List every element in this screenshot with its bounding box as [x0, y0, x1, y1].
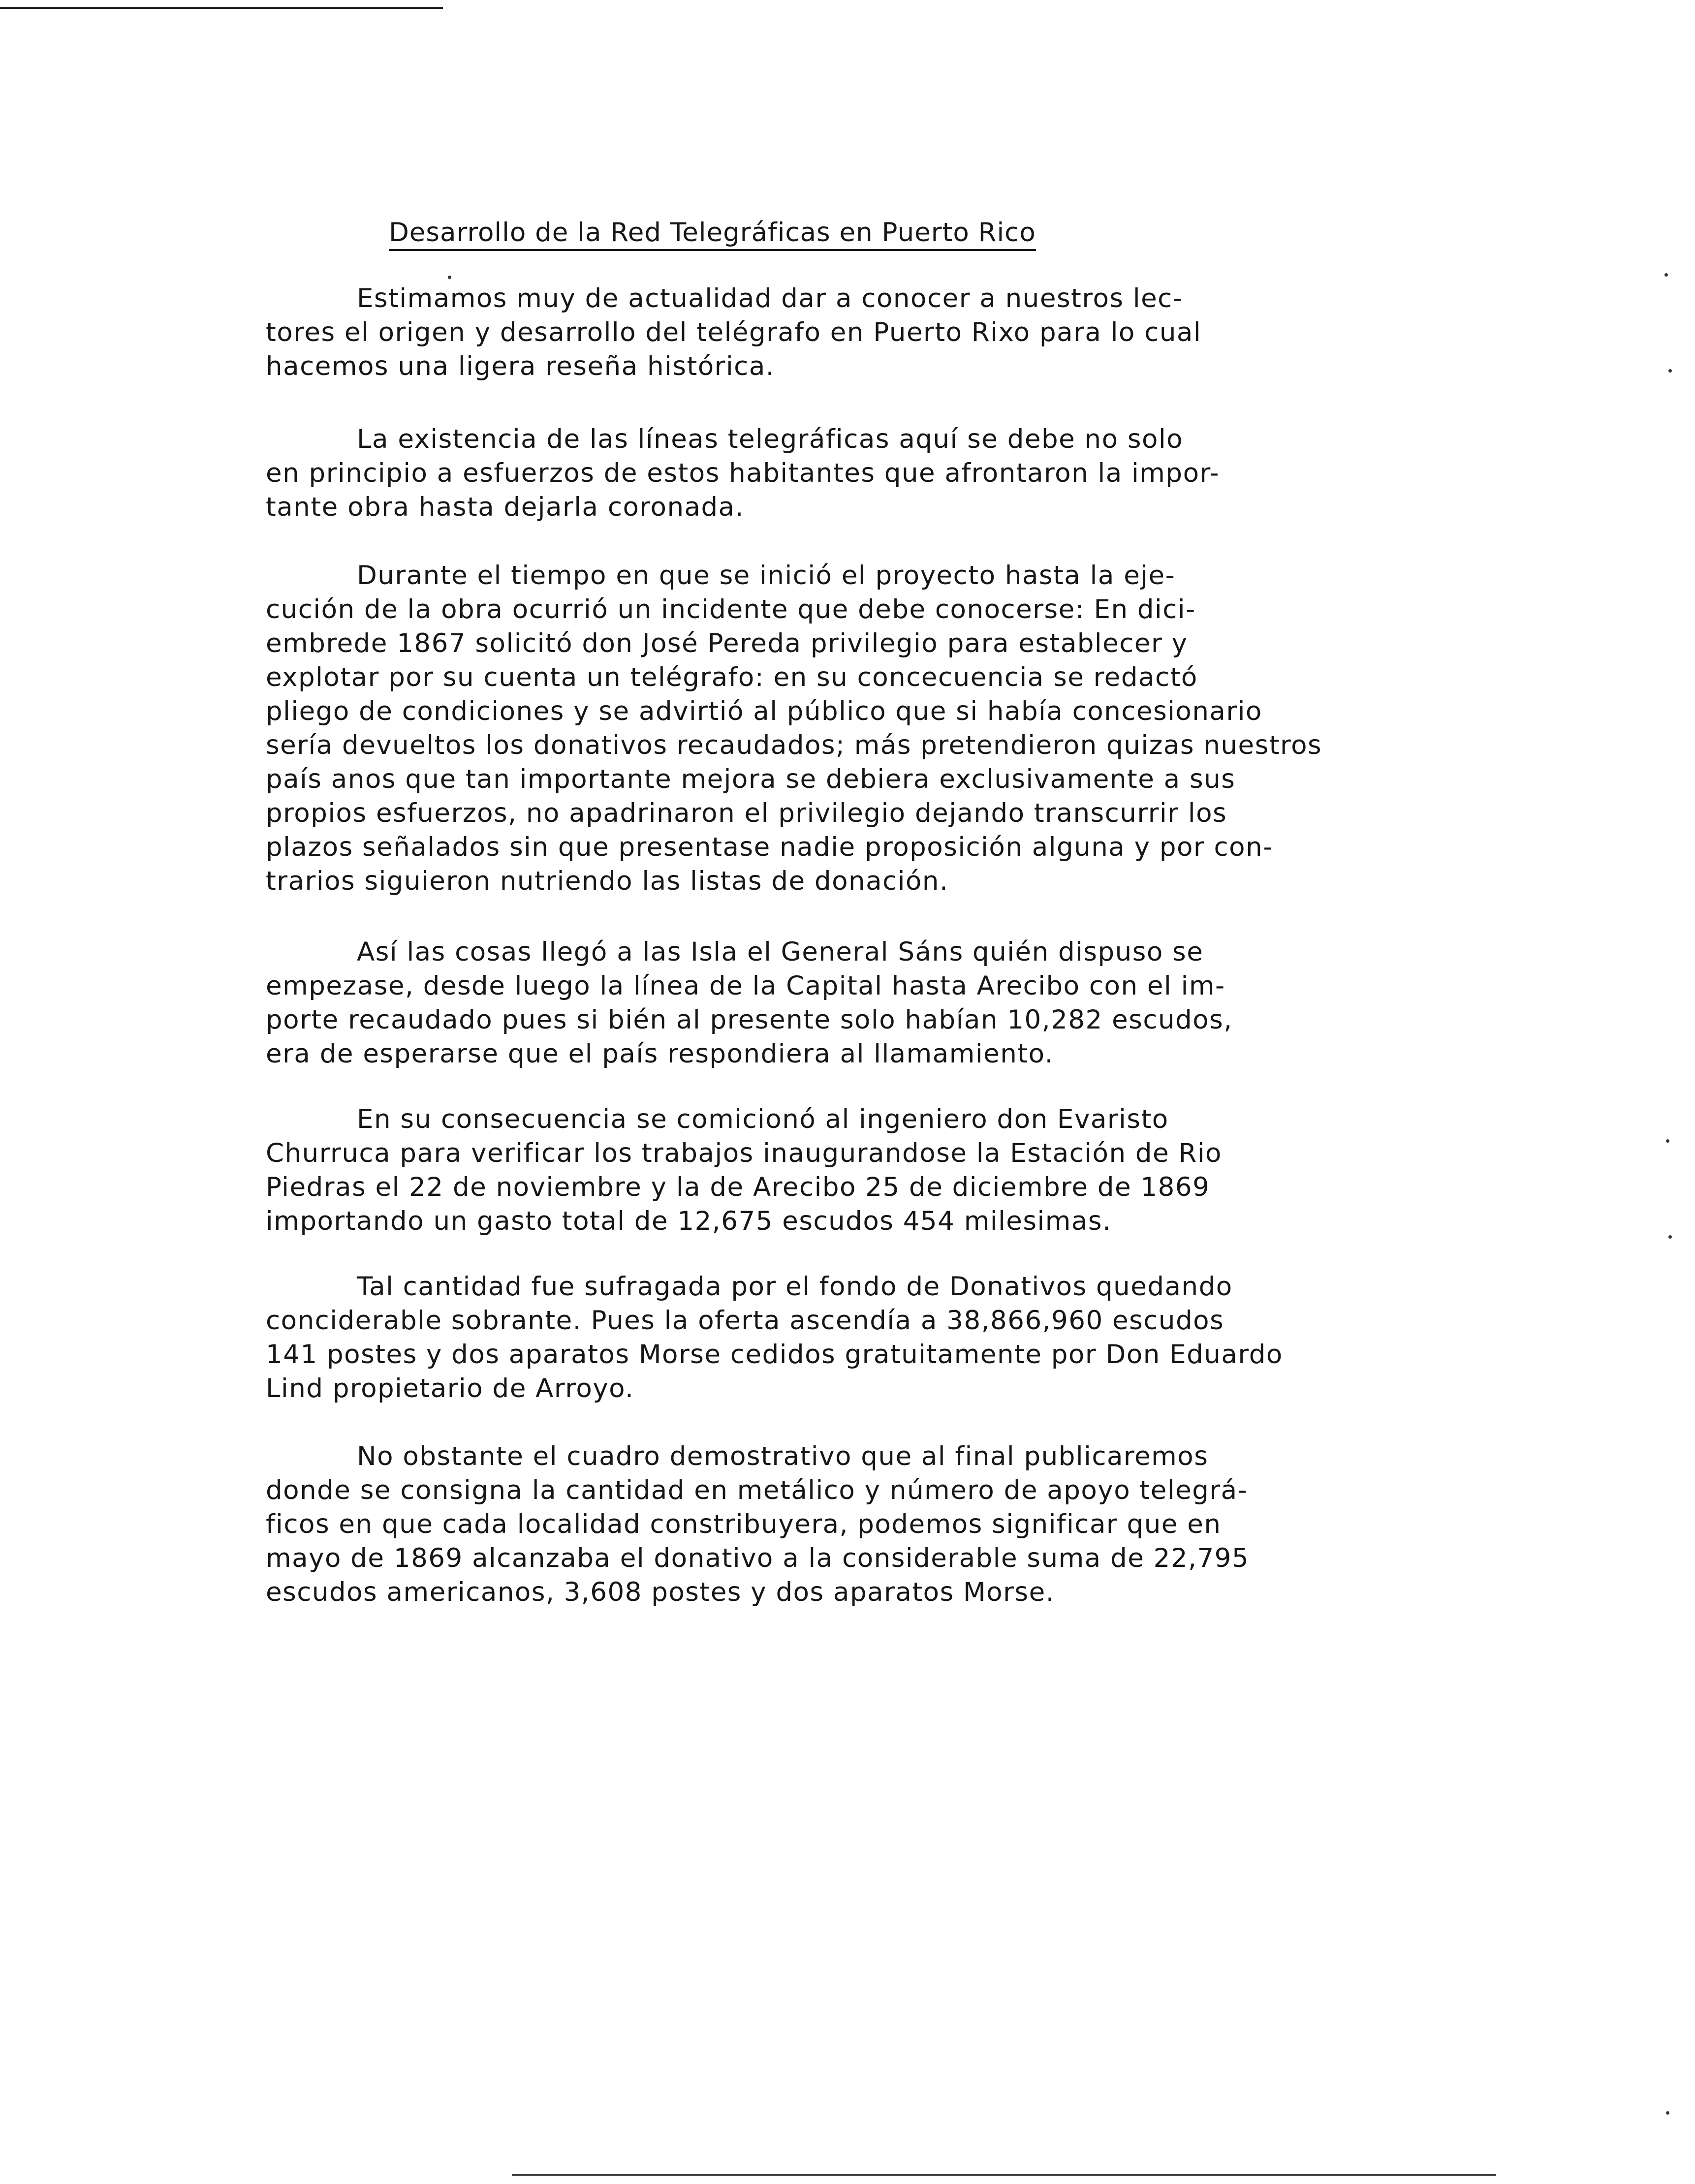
paragraph-3-line-1: Durante el tiempo en que se inició el proyecto hasta la eje-	[357, 561, 1176, 591]
scan-speck	[1668, 369, 1672, 373]
paragraph-5-line-4: importando un gasto total de 12,675 escudos 454 milesimas.	[266, 1206, 1112, 1236]
paragraph-4-line-1: Así las cosas llegó a las Isla el General Sáns quién dispuso se	[357, 937, 1204, 967]
paragraph-1-line-1: Estimamos muy de actualidad dar a conocer a nuestros lec-	[357, 283, 1183, 313]
paragraph-3-line-2: cución de la obra ocurrió un incidente que debe conocerse: En dici-	[266, 594, 1196, 624]
paragraph-2-line-3: tante obra hasta dejarla coronada.	[266, 492, 745, 522]
top-scan-rule	[0, 7, 443, 9]
paragraph-3-line-9: plazos señalados sin que presentase nadie proposición alguna y por con-	[266, 832, 1273, 862]
paragraph-2-line-2: en principio a esfuerzos de estos habitantes que afrontaron la impor-	[266, 458, 1220, 488]
paragraph-7	[266, 1439, 1472, 1609]
paragraph-6-line-3: 141 postes y dos aparatos Morse cedidos gratuitamente por Don Eduardo	[266, 1340, 1283, 1370]
paragraph-7-line-2: donde se consigna la cantidad en metálico y número de apoyo telegrá-	[266, 1475, 1248, 1505]
paragraph-7-line-3: ficos en que cada localidad constribuyera, podemos significar que en	[266, 1509, 1222, 1539]
scan-speck	[1668, 1235, 1672, 1239]
paragraph-6-line-4: Lind propietario de Arroyo.	[266, 1373, 634, 1404]
scan-speck	[1664, 273, 1668, 277]
paragraph-5	[266, 1102, 1472, 1238]
paragraph-3-line-4: explotar por su cuenta un telégrafo: en su concecuencia se redactó	[266, 662, 1198, 692]
paragraph-4-line-2: empezase, desde luego la línea de la Capital hasta Arecibo con el im-	[266, 971, 1225, 1001]
paragraph-4-line-3: porte recaudado pues si bién al presente solo habían 10,282 escudos,	[266, 1005, 1233, 1035]
paragraph-3-line-6: sería devueltos los donativos recaudados; más pretendieron quizas nuestros	[266, 730, 1322, 760]
paragraph-7-line-1: No obstante el cuadro demostrativo que al final publicaremos	[357, 1441, 1209, 1471]
paragraph-2-line-1: La existencia de las líneas telegráficas aquí se debe no solo	[357, 424, 1184, 454]
paragraph-1-line-3: hacemos una ligera reseña histórica.	[266, 351, 775, 381]
paragraph-4-line-4: era de esperarse que el país respondiera al llamamiento.	[266, 1039, 1054, 1069]
paragraph-3	[266, 559, 1472, 898]
paragraph-3-line-7: país anos que tan importante mejora se debiera exclusivamente a sus	[266, 764, 1236, 794]
paragraph-6-line-1: Tal cantidad fue sufragada por el fondo de Donativos quedando	[357, 1272, 1233, 1302]
paragraph-5-line-2: Churruca para verificar los trabajos inaugurandose la Estación de Rio	[266, 1138, 1222, 1168]
scan-speck	[1666, 1139, 1669, 1143]
paragraph-5-line-3: Piedras el 22 de noviembre y la de Arecibo 25 de diciembre de 1869	[266, 1172, 1210, 1202]
scan-speck	[448, 276, 451, 279]
paragraph-1-line-2: tores el origen y desarrollo del telégrafo en Puerto Rixo para lo cual	[266, 317, 1202, 347]
scan-speck	[1666, 2111, 1669, 2115]
paragraph-5-line-1: En su consecuencia se comicionó al ingeniero don Evaristo	[357, 1104, 1169, 1134]
paragraph-3-line-10: trarios siguieron nutriendo las listas de donación.	[266, 866, 949, 896]
paragraph-3-line-3: embrede 1867 solicitó don José Pereda privilegio para establecer y	[266, 628, 1188, 658]
paragraph-6-line-2: conciderable sobrante. Pues la oferta ascendía a 38,866,960 escudos	[266, 1306, 1224, 1336]
document-title: Desarrollo de la Red Telegráficas en Puerto Rico	[389, 218, 1036, 251]
paragraph-4	[266, 935, 1472, 1071]
paragraph-1	[266, 281, 1472, 383]
paragraph-2	[266, 422, 1472, 524]
paragraph-6	[266, 1270, 1472, 1405]
paragraph-3-line-5: pliego de condiciones y se advirtió al público que si había concesionario	[266, 696, 1262, 726]
bottom-scan-rule	[512, 2174, 1496, 2176]
paragraph-7-line-4: mayo de 1869 alcanzaba el donativo a la considerable suma de 22,795	[266, 1543, 1250, 1573]
paragraph-3-line-8: propios esfuerzos, no apadrinaron el privilegio dejando transcurrir los	[266, 798, 1227, 828]
paragraph-7-line-5: escudos americanos, 3,608 postes y dos aparatos Morse.	[266, 1577, 1055, 1607]
